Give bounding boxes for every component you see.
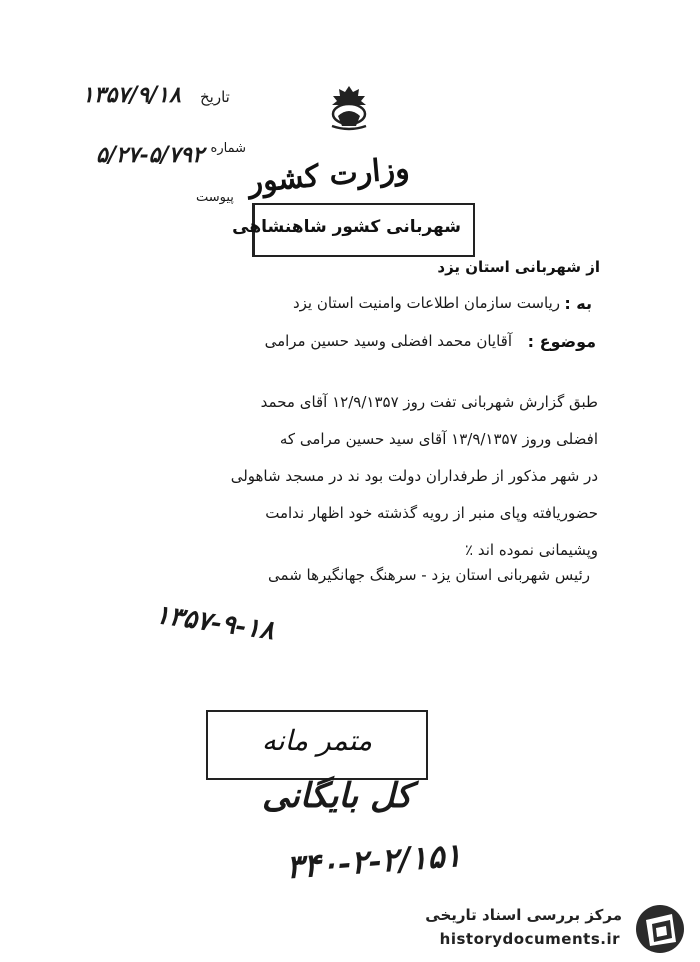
- ministry-title: وزارت کشور: [246, 151, 411, 200]
- attachment-label: پیوست: [196, 190, 234, 205]
- secret-stamp-box: [206, 710, 428, 780]
- signoff: رئیس شهربانی استان یزد - سرهنگ جهانگیرها شمی: [268, 566, 590, 584]
- date-label: تاریخ: [200, 88, 230, 106]
- handwritten-date: ۱۳۵۷-۹-۱۸: [153, 599, 276, 647]
- letter-body: [118, 384, 598, 569]
- police-stamp: [232, 203, 475, 257]
- to-label: به :: [564, 294, 592, 313]
- number-label: شماره: [210, 141, 246, 156]
- body-line: افضلی وروز ۱۳/۹/۱۳۵۷ آقای سید حسین مرامی که: [279, 430, 598, 448]
- police-stamp-text: شهربانی کشور شاهنشاهی: [232, 217, 461, 237]
- subject-label: موضوع :: [527, 332, 596, 351]
- body-line: وپشیمانی نموده اند ٪: [465, 541, 598, 559]
- secret-stamp-text: متمر مانه: [261, 724, 373, 757]
- footer-url: historydocuments.ir: [439, 930, 620, 948]
- to-value: ریاست سازمان اطلاعات وامنیت استان یزد: [292, 294, 560, 312]
- date-value: ۱۳۵۷/۹/۱۸: [82, 82, 181, 108]
- archive-logo-icon: [632, 902, 688, 956]
- body-line: در شهر مذکور از طرفداران دولت بود ند در مسجد شاهولی: [230, 467, 598, 485]
- number-value: ۵/۲۷-۵/۷۹۲: [96, 142, 204, 168]
- subject-value: آقایان محمد افضلی وسید حسین مرامی: [264, 332, 512, 350]
- lion-and-sun-emblem: [318, 82, 380, 134]
- body-line: حضوریافته وپای منبر از رویه گذشته خود اظهار ندامت: [265, 504, 598, 522]
- footer-title: مرکز بررسی اسناد تاریخی: [425, 906, 622, 924]
- from-line: از شهربانی استان یزد: [437, 258, 600, 276]
- handwritten-reference-number: ۳۴۰-۲-۲/۱۵۱: [284, 835, 463, 887]
- handwritten-archive-note: کل بایگانی: [262, 776, 412, 816]
- body-line: طبق گزارش شهربانی تفت روز ۱۲/۹/۱۳۵۷ آقای محمد: [260, 393, 598, 411]
